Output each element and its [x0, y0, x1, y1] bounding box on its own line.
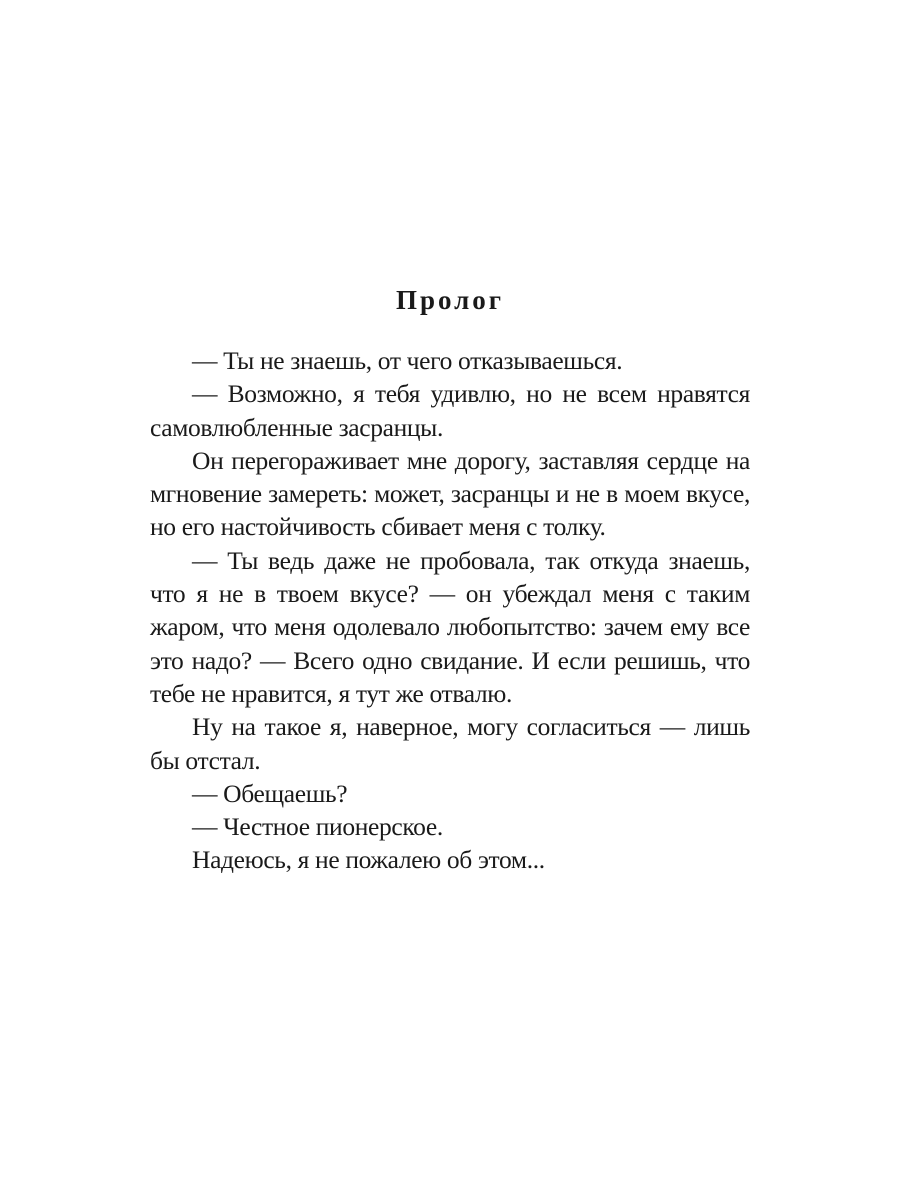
paragraph: Надеюсь, я не пожалею об этом...	[192, 845, 545, 875]
paragraph: — Обещаешь?	[192, 778, 348, 808]
paragraph: Ну на такое я, наверное, могу согласиться — лишь бы отстал.	[150, 712, 750, 775]
paragraph: — Ты не знаешь, от чего отказываешься.	[192, 346, 623, 375]
chapter-title: Пролог	[395, 285, 505, 315]
paragraph: — Возможно, я тебя удивлю, но не всем нравятся самовлюбленные засранцы.	[150, 379, 750, 442]
chapter-body	[150, 344, 750, 877]
paragraph: Он перегораживает мне дорогу, заставляя сердце на мгновение замереть: может, засранцы и не в моем вкусе, но его настойчивость сбивает меня с толку.	[150, 445, 750, 542]
paragraph: — Ты ведь даже не пробовала, так откуда знаешь, что я не в твоем вкусе? — он убеждал меня с таким жаром, что меня одолевало любопытство: зачем ему все это надо? — Всего одно свидание. И если решишь, что тебе не нравится, я тут же отвалю.	[150, 545, 750, 708]
paragraph: — Честное пионерское.	[192, 812, 443, 842]
book-page	[150, 280, 750, 877]
